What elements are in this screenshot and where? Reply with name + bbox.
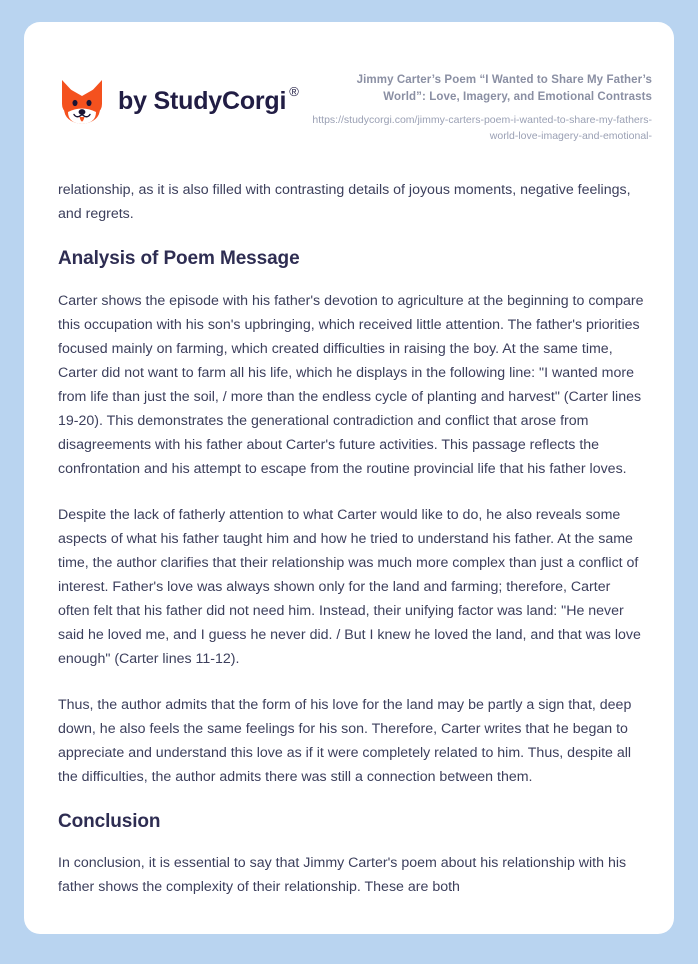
- document-body: [24, 178, 674, 900]
- paragraph: Carter shows the episode with his father's devotion to agriculture at the beginning to compare this occupation with his son's upbringing, which received little attention. The father's priorities focused mainly on farming, which created difficulties in raising the boy. At the same time, Carter did not want to farm all his life, which he displays in the following line: "I wanted more from life than just the soil, / more than the endless cycle of planting and harvest" (Carter lines 19-20). This demonstrates the generational contradiction and conflict that arose from disagreements with his father about Carter's future activities. This passage reflects the confrontation and his attempt to escape from the routine provincial life that his father loves.: [58, 292, 644, 477]
- section-heading: Conclusion: [58, 810, 161, 832]
- document-header: [24, 22, 674, 144]
- section-heading: Analysis of Poem Message: [58, 247, 300, 269]
- source-url: https://studycorgi.com/jimmy-carters-poem-i-wanted-to-share-my-fathers-world-love-imagery-and-emotional-: [312, 114, 652, 142]
- section-analysis: [58, 248, 644, 789]
- document-meta: [312, 70, 652, 144]
- brand-name-text: by StudyCorgi: [118, 86, 287, 115]
- brand-name: [118, 83, 299, 115]
- registered-trademark-icon: ®: [289, 83, 299, 99]
- corgi-head-icon: [58, 74, 106, 128]
- paragraph: In conclusion, it is essential to say that Jimmy Carter's poem about his relationship with his father shows the complexity of their relationship. These are both: [58, 855, 627, 896]
- section-conclusion: [58, 811, 644, 900]
- intro-paragraph: relationship, as it is also filled with contrasting details of joyous moments, negative feelings, and regrets.: [58, 181, 631, 222]
- brand-logo-group: [58, 70, 299, 128]
- page-title: Jimmy Carter’s Poem “I Wanted to Share My Father’s World”: Love, Imagery, and Emotional Contrasts: [356, 74, 652, 103]
- paragraph: Thus, the author admits that the form of his love for the land may be partly a sign that, deep down, he also feels the same feelings for his son. Therefore, Carter writes that he began to appreciate and understand this love as if it were completely related to him. Thus, despite all the difficulties, the author admits there was still a connection between them.: [58, 696, 632, 785]
- document-page-card: [24, 22, 674, 934]
- paragraph: Despite the lack of fatherly attention to what Carter would like to do, he also reveals some aspects of what his father taught him and how he tried to understand his father. At the same time, the author clarifies that their relationship was much more complex than just a conflict of interest. Father's love was always shown only for the land and farming; therefore, Carter often felt that his father did not need him. Instead, their unifying factor was land: "He never said he loved me, and I guess he never did. / But I knew he loved the land, and that was love enough" (Carter lines 11-12).: [58, 506, 641, 667]
